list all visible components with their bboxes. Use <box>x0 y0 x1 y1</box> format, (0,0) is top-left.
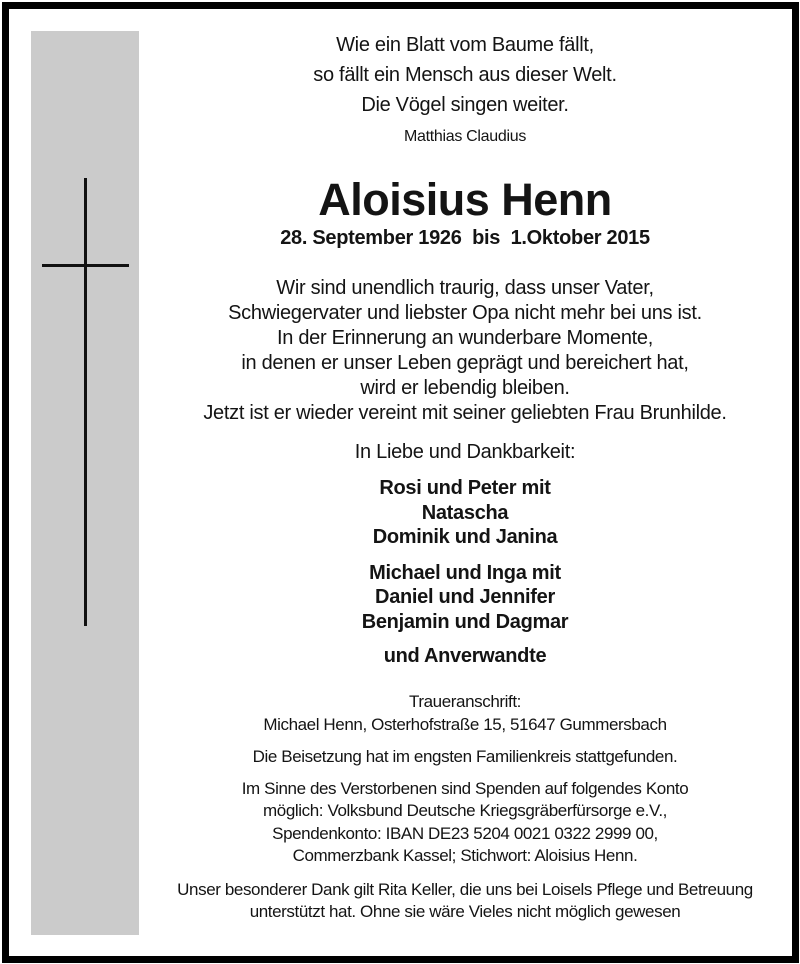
obituary-text <box>140 276 790 426</box>
burial-note: Die Beisetzung hat im engsten Familienkreis stattgefunden. <box>252 747 678 766</box>
obituary-line: Wir sind unendlich traurig, dass unser Vater, <box>276 277 654 299</box>
donation-line: Commerzbank Kassel; Stichwort: Aloisius Henn. <box>292 846 638 865</box>
quote-line: so fällt ein Mensch aus dieser Welt. <box>313 64 617 86</box>
family-group-1 <box>140 476 790 550</box>
donation-line: Im Sinne des Verstorbenen sind Spenden auf folgendes Konto <box>241 778 689 798</box>
quote-line: Wie ein Blatt vom Baume fällt, <box>336 34 594 56</box>
obituary-line: In der Erinnerung an wunderbare Momente, <box>276 327 653 349</box>
family-name-line: Dominik und Janina <box>372 526 558 548</box>
obituary-line: Schwiegervater und liebster Opa nicht mehr bei uns ist. <box>228 302 702 324</box>
family-name-line: Natascha <box>421 501 509 524</box>
obituary-line: in denen er unser Leben geprägt und bereichert hat, <box>241 352 689 374</box>
obituary-line: Jetzt ist er wieder vereint mit seiner geliebten Frau Brunhilde. <box>203 402 727 424</box>
family-name-line: Daniel und Jennifer <box>375 586 555 608</box>
life-dates: 28. September 1926 bis 1.Oktober 2015 <box>280 227 650 249</box>
family-group-2 <box>140 561 790 635</box>
donation-info <box>140 778 790 868</box>
relatives-line: und Anverwandte <box>383 645 547 667</box>
family-name-line: Rosi und Peter mit <box>379 477 551 499</box>
deceased-name: Aloisius Henn <box>318 174 612 225</box>
mourning-address <box>140 691 790 736</box>
thanks-line: unterstützt hat. Ohne sie wäre Vieles nicht möglich gewesen <box>249 902 681 921</box>
family-name-line: Benjamin und Dagmar <box>361 610 569 633</box>
memorial-cross-icon <box>31 31 139 935</box>
donation-line: möglich: Volksbund Deutsche Kriegsgräberfürsorge e.V., <box>263 801 667 820</box>
cross-horizontal-beam <box>42 264 129 267</box>
opening-quote <box>140 30 790 120</box>
donation-line: Spendenkonto: IBAN DE23 5204 0021 0322 2999 00, <box>272 823 658 843</box>
mourning-address-line: Michael Henn, Osterhofstraße 15, 51647 Gummersbach <box>263 714 667 734</box>
quote-line: Die Vögel singen weiter. <box>361 94 569 116</box>
closing-line: In Liebe und Dankbarkeit: <box>354 441 576 463</box>
obituary-content <box>140 9 790 924</box>
family-name-line: Michael und Inga mit <box>369 561 561 584</box>
cross-vertical-beam <box>84 178 87 626</box>
quote-attribution: Matthias Claudius <box>403 128 527 145</box>
thanks-note <box>140 879 790 924</box>
mourning-address-label: Traueranschrift: <box>408 692 521 711</box>
memorial-sidebar <box>31 31 139 935</box>
thanks-line: Unser besonderer Dank gilt Rita Keller, die uns bei Loisels Pflege und Betreuung <box>177 879 753 899</box>
obituary-line: wird er lebendig bleiben. <box>360 377 570 399</box>
